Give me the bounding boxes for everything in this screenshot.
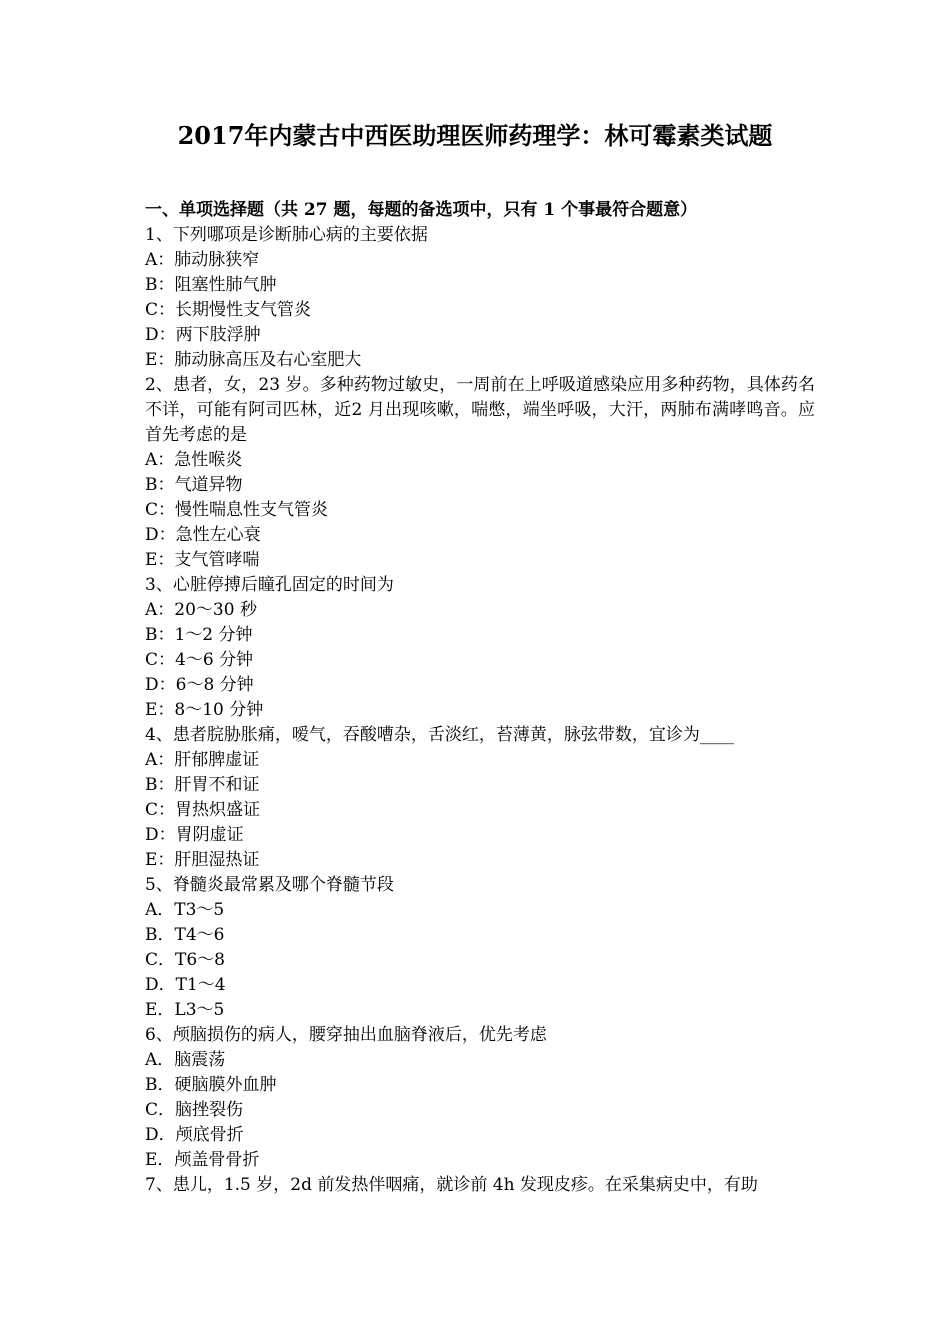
question-7 (145, 1173, 815, 1198)
option-b: B．T4～6 (145, 925, 225, 945)
question-4 (145, 723, 815, 873)
question-3 (145, 573, 815, 723)
option-d: D．T1～4 (145, 975, 226, 995)
option-e: E：肺动脉高压及右心室肥大 (145, 350, 362, 370)
question-1 (145, 223, 815, 373)
question-stem: 7、患儿，1.5 岁，2d 前发热伴咽痛，就诊前 4h 发现皮疹。在采集病史中，有助 (145, 1175, 758, 1195)
option-a: A．脑震荡 (145, 1050, 226, 1070)
option-b: B：肝胃不和证 (145, 775, 260, 795)
option-c: C：长期慢性支气管炎 (145, 300, 312, 320)
option-c: C．脑挫裂伤 (145, 1100, 244, 1120)
option-a: A：肝郁脾虚证 (145, 750, 260, 770)
question-stem: 5、脊髓炎最常累及哪个脊髓节段 (145, 875, 394, 895)
option-e: E：支气管哮喘 (145, 550, 260, 570)
question-stem: 3、心脏停搏后瞳孔固定的时间为 (145, 575, 394, 595)
question-6 (145, 1023, 815, 1173)
option-b: B：气道异物 (145, 475, 243, 495)
option-a: A．T3～5 (145, 900, 225, 920)
page-title: 2017年内蒙古中西医助理医师药理学：林可霉素类试题 (177, 121, 773, 150)
section-heading: 一、单项选择题（共 27 题，每题的备选项中，只有 1 个事最符合题意） (145, 200, 698, 220)
question-stem: 6、颅脑损伤的病人，腰穿抽出血脑脊液后，优先考虑 (145, 1025, 547, 1045)
question-2 (145, 373, 815, 573)
option-c: C．T6～8 (145, 950, 225, 970)
option-c: C：胃热炽盛证 (145, 800, 261, 820)
option-a: A：20～30 秒 (145, 600, 257, 620)
question-stem: 2、患者，女，23 岁。多种药物过敏史，一周前在上呼吸道感染应用多种药物，具体药名不详，可能有阿司匹林，近2 月出现咳嗽，喘憋，端坐呼吸，大汗，两肺布满哮鸣音。应首先考虑的是 (145, 375, 815, 445)
document-body (145, 198, 815, 1198)
question-5 (145, 873, 815, 1023)
option-e: E．L3～5 (145, 1000, 225, 1020)
option-e: E：肝胆湿热证 (145, 850, 260, 870)
option-d: D：急性左心衰 (145, 525, 261, 545)
option-d: D：两下肢浮肿 (145, 325, 261, 345)
question-stem: 1、下列哪项是诊断肺心病的主要依据 (145, 225, 428, 245)
option-b: B：1～2 分钟 (145, 625, 253, 645)
option-c: C：慢性喘息性支气管炎 (145, 500, 329, 520)
question-stem: 4、患者脘胁胀痛，嗳气，吞酸嘈杂，舌淡红，苔薄黄，脉弦带数，宜诊为____ (145, 725, 734, 745)
option-d: D：胃阴虚证 (145, 825, 244, 845)
option-d: D：6～8 分钟 (145, 675, 254, 695)
option-a: A：肺动脉狭窄 (145, 250, 260, 270)
option-b: B：阻塞性肺气肿 (145, 275, 277, 295)
option-c: C：4～6 分钟 (145, 650, 254, 670)
option-a: A：急性喉炎 (145, 450, 243, 470)
option-e: E．颅盖骨骨折 (145, 1150, 260, 1170)
option-d: D．颅底骨折 (145, 1125, 244, 1145)
option-e: E：8～10 分钟 (145, 700, 264, 720)
option-b: B．硬脑膜外血肿 (145, 1075, 277, 1095)
